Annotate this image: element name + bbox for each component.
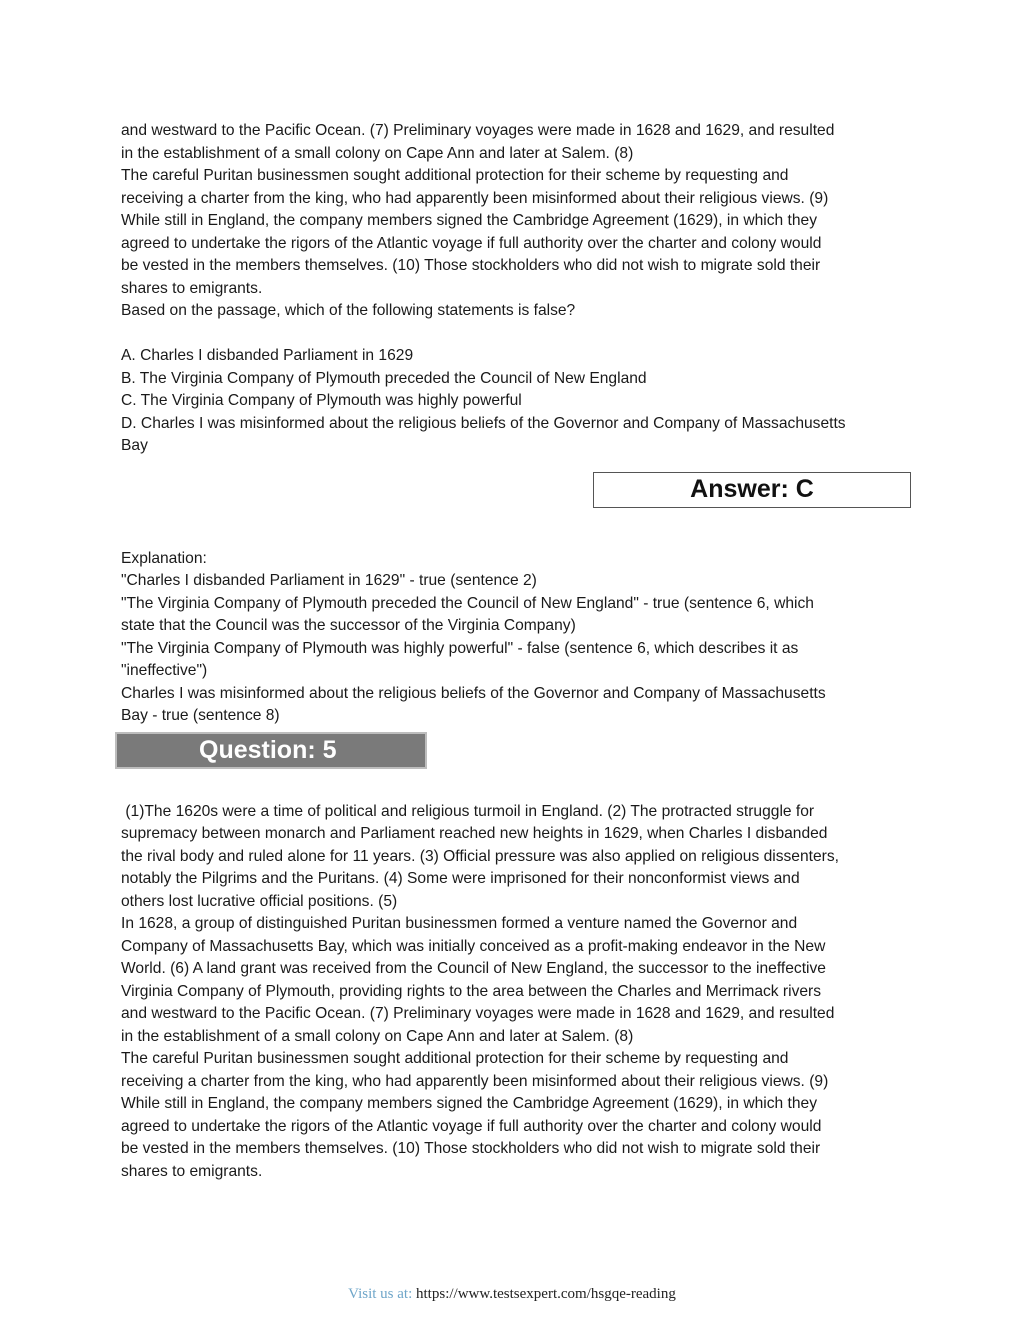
passage-line: World. (6) A land grant was received from the Council of New England, the successor to the ineffective: [121, 960, 826, 977]
passage-line: receiving a charter from the king, who had apparently been misinformed about their religious views. (9): [121, 1072, 829, 1090]
passage-line: shares to emigrants.: [121, 1162, 263, 1180]
passage-line: and westward to the Pacific Ocean. (7) Preliminary voyages were made in 1628 and 1629, and resulted: [121, 122, 835, 139]
answer-options: [121, 345, 911, 458]
passage-line: supremacy between monarch and Parliament reached new heights in 1629, when Charles I disbanded: [121, 825, 828, 842]
option-a: A. Charles I disbanded Parliament in 1629: [121, 347, 414, 364]
passage-line: in the establishment of a small colony on Cape Ann and later at Salem. (8): [121, 1027, 634, 1045]
passage-line: agreed to undertake the rigors of the Atlantic voyage if full authority over the charter and colony would: [121, 1117, 822, 1135]
passage-line: In 1628, a group of distinguished Puritan businessmen formed a venture named the Governor and: [121, 915, 798, 932]
footer-link[interactable]: https://www.testsexpert.com/hsgqe-reading: [416, 1286, 676, 1302]
spacer: [121, 769, 911, 801]
passage-line: notably the Pilgrims and the Puritans. (4) Some were imprisoned for their nonconformist views and: [121, 870, 800, 887]
passage-line: the rival body and ruled alone for 11 years. (3) Official pressure was also applied on religious dissenters,: [121, 847, 839, 865]
option-b: B. The Virginia Company of Plymouth preceded the Council of New England: [121, 369, 647, 387]
footer-label: Visit us at:: [348, 1286, 417, 1302]
explanation-line: state that the Council was the successor of the Virginia Company): [121, 617, 576, 634]
explanation-line: Charles I was misinformed about the religious beliefs of the Governor and Company of Massachusetts: [121, 684, 826, 702]
passage-line: in the establishment of a small colony on Cape Ann and later at Salem. (8): [121, 144, 634, 162]
passage-line: Virginia Company of Plymouth, providing rights to the area between the Charles and Merrimack rivers: [121, 982, 822, 1000]
answer-area: [121, 458, 911, 548]
passage-line: be vested in the members themselves. (10) Those stockholders who did not wish to migrate sold their: [121, 1140, 821, 1157]
explanation-line: "ineffective"): [121, 662, 208, 679]
explanation-line: Bay - true (sentence 8): [121, 707, 280, 724]
passage-line: While still in England, the company members signed the Cambridge Agreement (1629), in which they: [121, 1095, 818, 1112]
passage-line: The careful Puritan businessmen sought additional protection for their scheme by requesting and: [121, 1050, 789, 1067]
passage-line: Company of Massachusetts Bay, which was initially conceived as a profit-making endeavor in the New: [121, 937, 826, 955]
passage-continued: [121, 120, 911, 323]
passage-line: agreed to undertake the rigors of the Atlantic voyage if full authority over the charter and colony would: [121, 234, 822, 252]
document-page: [121, 120, 911, 1183]
passage-line: While still in England, the company members signed the Cambridge Agreement (1629), in which they: [121, 212, 818, 229]
answer-box: Answer: C: [593, 472, 911, 508]
explanation-line: "Charles I disbanded Parliament in 1629" - true (sentence 2): [121, 572, 537, 589]
passage-line: (1)The 1620s were a time of political and religious turmoil in England. (2) The protracted struggle for: [121, 802, 815, 820]
option-d-continued: Bay: [121, 437, 148, 454]
explanation: [121, 548, 911, 728]
question-prompt: Based on the passage, which of the following statements is false?: [121, 302, 576, 319]
passage-line: receiving a charter from the king, who had apparently been misinformed about their religious views. (9): [121, 189, 829, 207]
option-c: C. The Virginia Company of Plymouth was highly powerful: [121, 392, 522, 409]
option-d: D. Charles I was misinformed about the religious beliefs of the Governor and Company of Massachusetts: [121, 414, 846, 432]
explanation-line: "The Virginia Company of Plymouth was highly powerful" - false (sentence 6, which describes it as: [121, 639, 799, 657]
footer: [0, 1286, 1024, 1303]
passage-line: others lost lucrative official positions. (5): [121, 892, 398, 910]
spacer: [121, 323, 911, 346]
passage-line: The careful Puritan businessmen sought additional protection for their scheme by requesting and: [121, 167, 789, 184]
passage-line: be vested in the members themselves. (10) Those stockholders who did not wish to migrate sold their: [121, 257, 821, 274]
question-5-passage: [121, 801, 911, 1184]
question-header: Question: 5: [115, 732, 427, 769]
explanation-line: "The Virginia Company of Plymouth preceded the Council of New England" - true (sentence 6, which: [121, 594, 814, 612]
passage-line: and westward to the Pacific Ocean. (7) Preliminary voyages were made in 1628 and 1629, and resulted: [121, 1005, 835, 1022]
passage-line: shares to emigrants.: [121, 279, 263, 297]
explanation-heading: Explanation:: [121, 549, 207, 567]
